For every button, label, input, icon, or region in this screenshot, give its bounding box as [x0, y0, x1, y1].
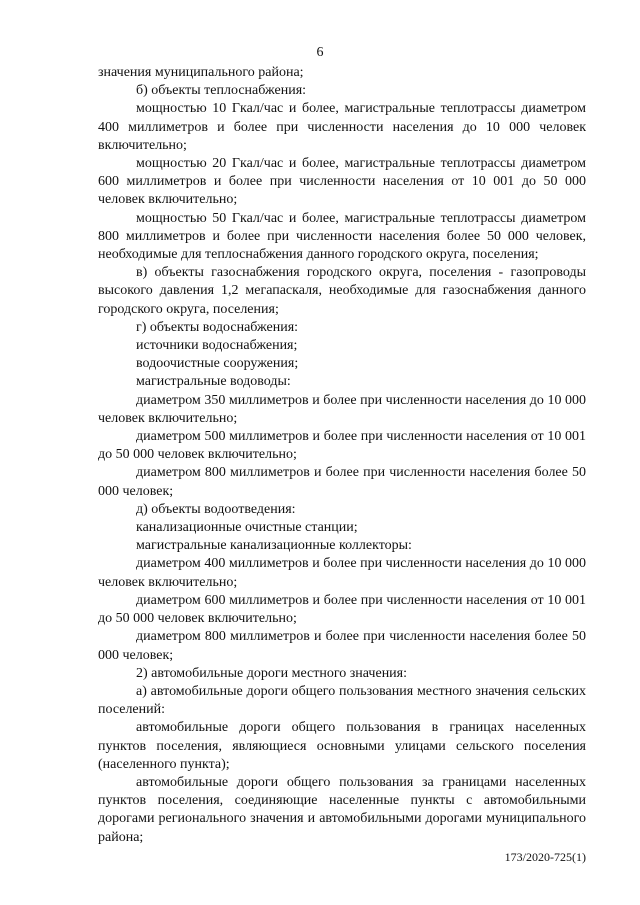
- paragraph: диаметром 800 миллиметров и более при численности населения более 50 000 человек;: [98, 465, 586, 499]
- paragraph: источники водоснабжения;: [136, 338, 298, 354]
- paragraph: автомобильные дороги общего пользования в границах населенных пунктов поселения, являющиеся основными улицами сельского поселения (населенного пункта);: [98, 720, 586, 772]
- paragraph: мощностью 20 Гкал/час и более, магистральные теплотрассы диаметром 600 миллиметров и более при численности населения от 10 001 до 50 000 человек включительно;: [98, 156, 586, 208]
- paragraph: а) автомобильные дороги общего пользования местного значения сельских поселений:: [98, 683, 586, 718]
- paragraph: диаметром 350 миллиметров и более при численности населения до 10 000 человек включительно;: [98, 392, 586, 426]
- paragraph: диаметром 400 миллиметров и более при численности населения до 10 000 человек включительно;: [98, 556, 586, 590]
- paragraph: г) объекты водоснабжения:: [136, 319, 299, 335]
- paragraph: 2) автомобильные дороги местного значения:: [136, 665, 408, 681]
- paragraph: магистральные канализационные коллекторы:: [136, 538, 412, 554]
- page-number: 6: [316, 45, 324, 60]
- paragraph: мощностью 50 Гкал/час и более, магистральные теплотрассы диаметром 800 миллиметров и более при численности населения более 50 000 человек, необходимые для теплоснабжения данного городского округа, поселения;: [98, 210, 586, 263]
- paragraph: б) объекты теплоснабжения:: [136, 83, 307, 99]
- paragraph: д) объекты водоотведения:: [136, 501, 296, 517]
- paragraph: значения муниципального района;: [98, 65, 304, 80]
- document-body: [98, 64, 586, 847]
- paragraph: автомобильные дороги общего пользования за границами населенных пунктов поселения, соединяющие населенные пункты с автомобильными дорогами регионального значения и автомобильными дорогами муниципального района;: [98, 774, 586, 845]
- paragraph: диаметром 600 миллиметров и более при численности населения от 10 001 до 50 000 человек включительно;: [98, 592, 586, 627]
- paragraph: магистральные водоводы:: [136, 374, 291, 390]
- paragraph: канализационные очистные станции;: [136, 520, 358, 536]
- paragraph: диаметром 500 миллиметров и более при численности населения от 10 001 до 50 000 человек включительно;: [98, 429, 586, 463]
- document-code: 173/2020-725(1): [504, 850, 586, 864]
- paragraph: в) объекты газоснабжения городского округа, поселения - газопроводы высокого давления 1,2 мегапаскаля, необходимые для газоснабжения данного городского округа, поселения;: [98, 265, 586, 317]
- paragraph: водоочистные сооружения;: [136, 356, 299, 372]
- paragraph: мощностью 10 Гкал/час и более, магистральные теплотрассы диаметром 400 миллиметров и более при численности населения до 10 000 человек включительно;: [98, 101, 586, 153]
- paragraph: диаметром 800 миллиметров и более при численности населения более 50 000 человек;: [98, 629, 586, 663]
